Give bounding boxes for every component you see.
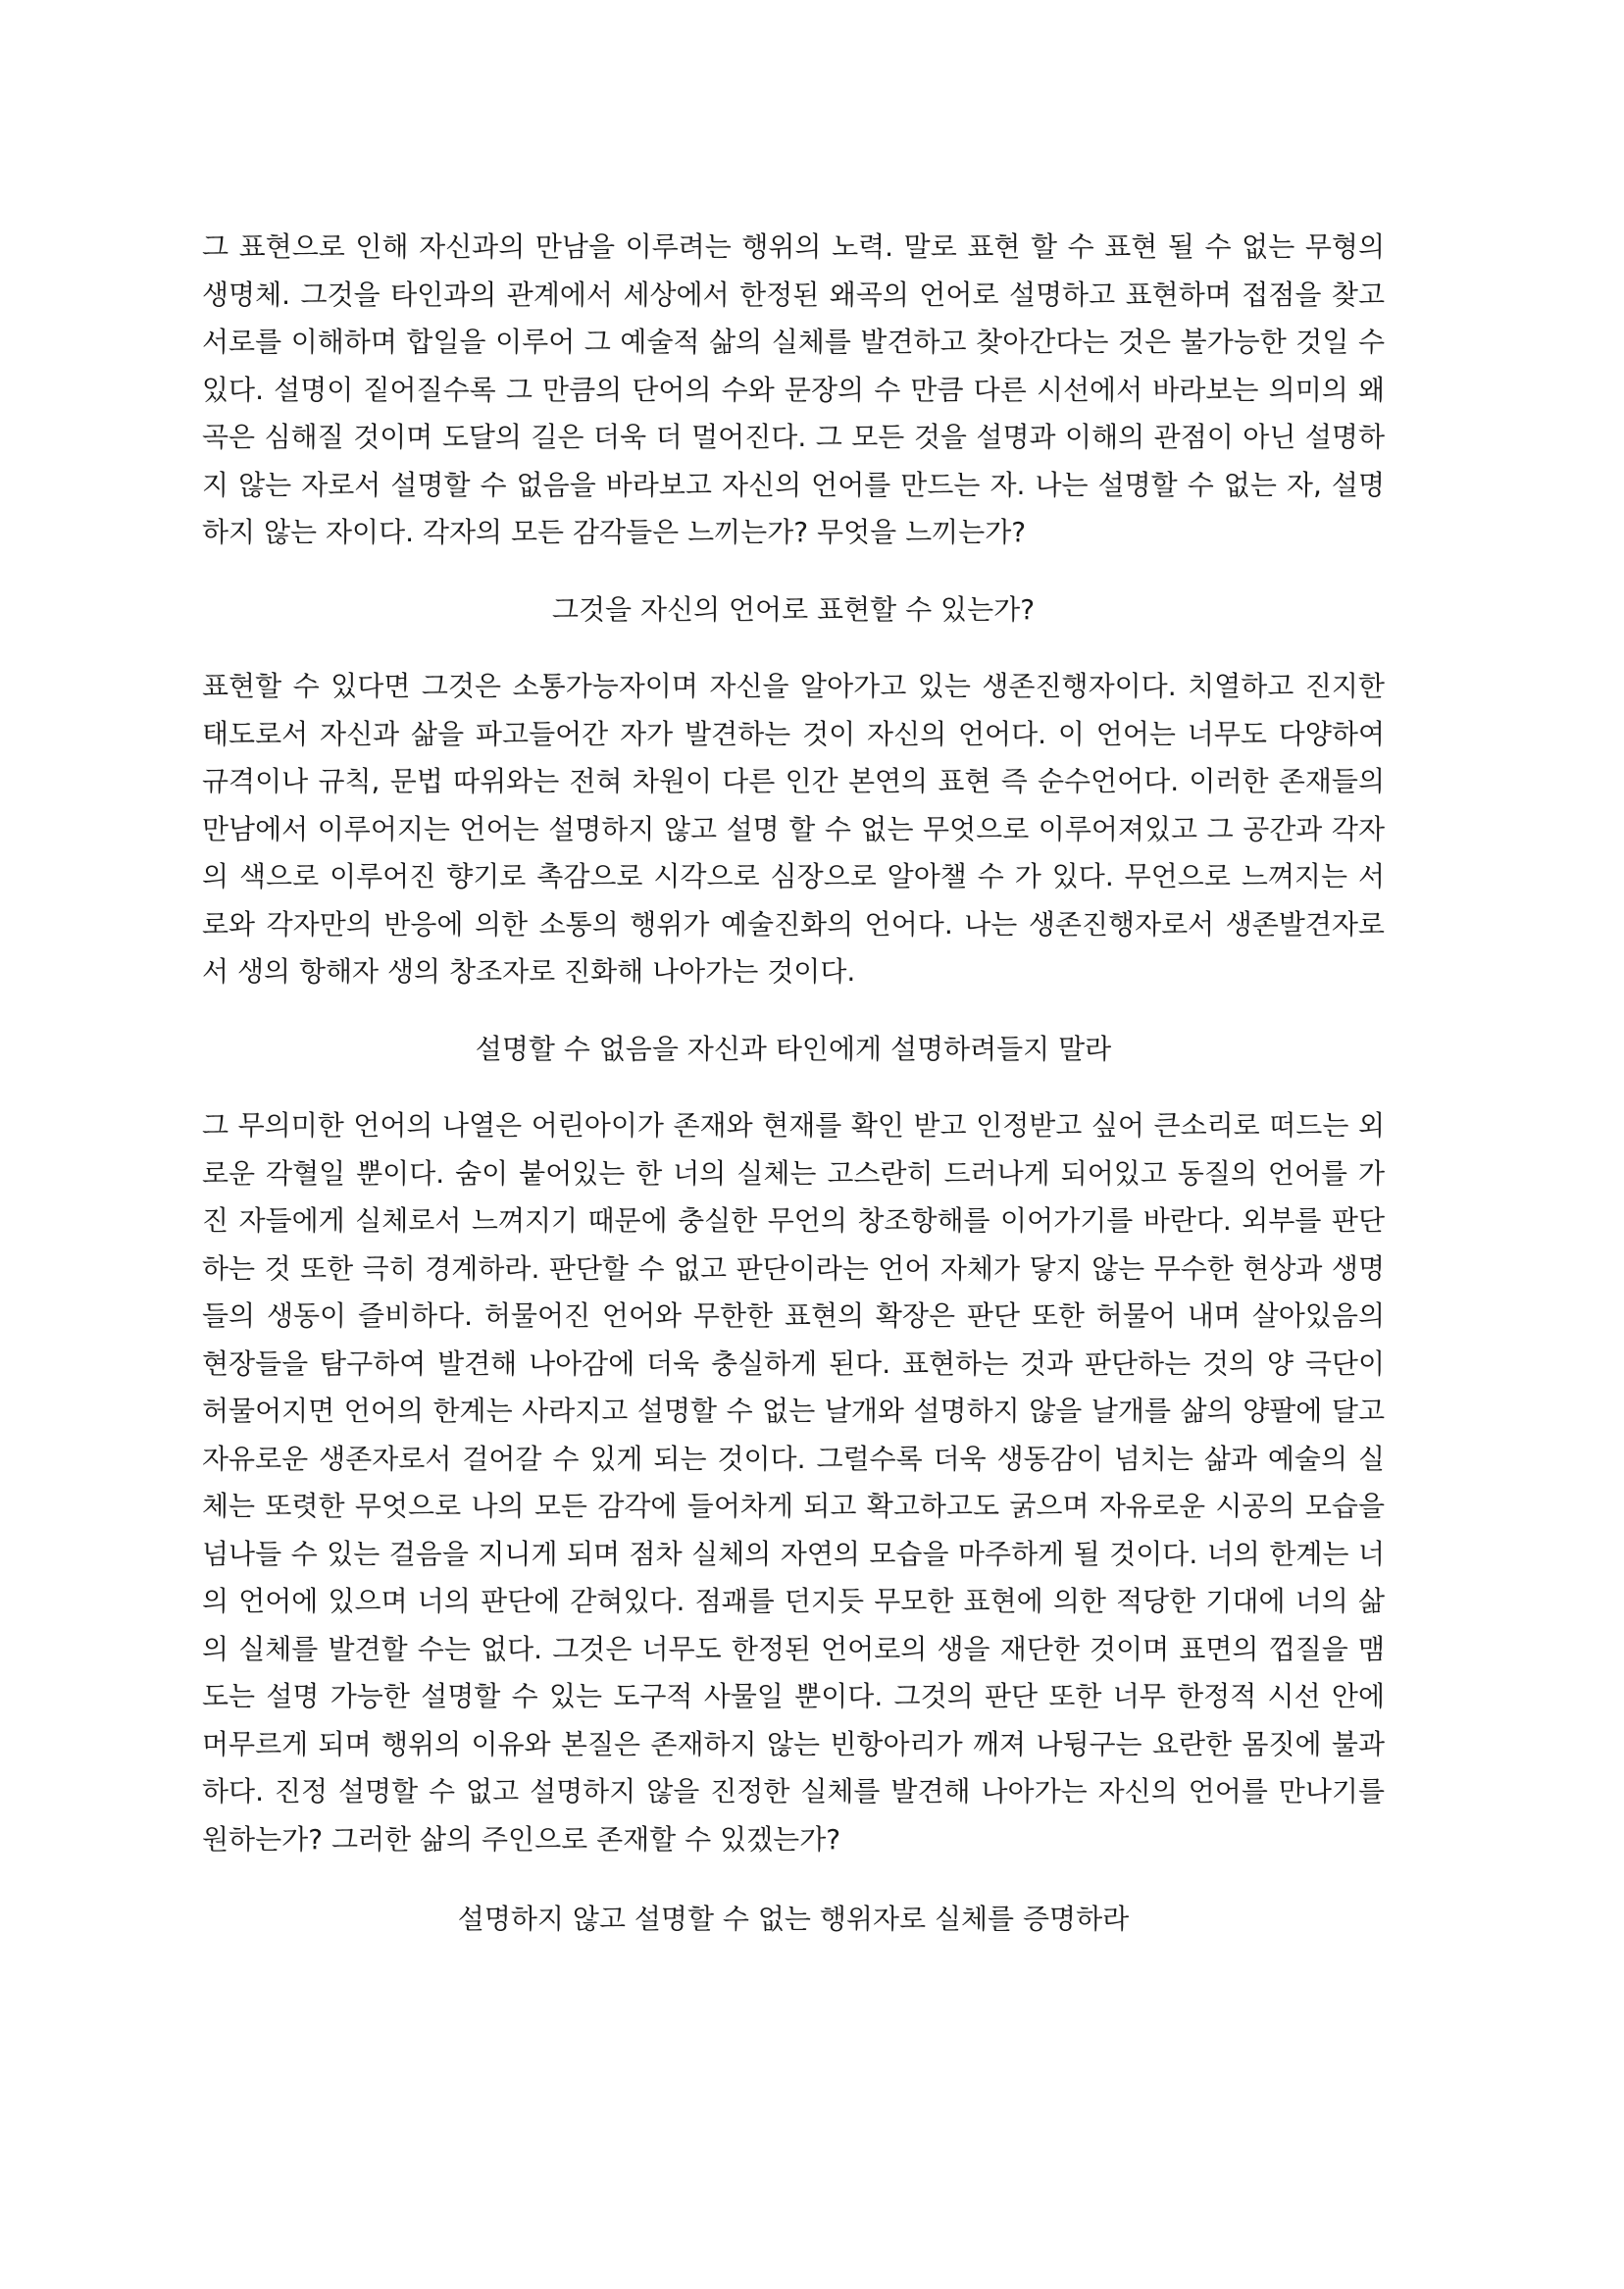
section-heading-2: 설명할 수 없음을 자신과 타인에게 설명하려들지 말라 <box>475 1032 1112 1065</box>
paragraph-3: 그 무의미한 언어의 나열은 어린아이가 존재와 현재를 확인 받고 인정받고 싶어 큰소리로 떠드는 외로운 각혈일 뿐이다. 숨이 붙어있는 한 너의 실체는 고스란히 드러나게 되어있고 동질의 언어를 가진 자들에게 실체로서 느껴지기 때문에 충실한 무언의 창조항해를 이어가기를 바란다. 외부를 판단하는 것 또한 극히 경계하라. 판단할 수 없고 판단이라는 언어 자체가 닿지 않는 무수한 현상과 생명들의 생동이 즐비하다. 허물어진 언어와 무한한 표현의 확장은 판단 또한 허물어 내며 살아있음의 현장들을 탐구하여 발견해 나아감에 더욱 충실하게 된다. 표현하는 것과 판단하는 것의 양 극단이 허물어지면 언어의 한계는 사라지고 설명할 수 없는 날개와 설명하지 않을 날개를 삶의 양팔에 달고 자유로운 생존자로서 걸어갈 수 있게 되는 것이다. 그럴수록 더욱 생동감이 넘치는 삶과 예술의 실체는 또렷한 무엇으로 나의 모든 감각에 들어차게 되고 확고하고도 굵으며 자유로운 시공의 모습을 넘나들 수 있는 걸음을 지니게 되며 점차 실체의 자연의 모습을 마주하게 될 것이다. 너의 한계는 너의 언어에 있으며 너의 판단에 갇혀있다. 점괘를 던지듯 무모한 표현에 의한 적당한 기대에 너의 삶의 실체를 발견할 수는 없다. 그것은 너무도 한정된 언어로의 생을 재단한 것이며 표면의 껍질을 맴도는 설명 가능한 설명할 수 있는 도구적 사물일 뿐이다. 그것의 판단 또한 너무 한정적 시선 안에 머무르게 되며 행위의 이유와 본질은 존재하지 않는 빈항아리가 깨져 나뒹구는 요란한 몸짓에 불과하다. 진정 설명할 수 없고 설명하지 않을 진정한 실체를 발견해 나아가는 자신의 언어를 만나기를 원하는가? 그러한 삶의 주인으로 존재할 수 있겠는가? <box>202 1109 1385 1856</box>
paragraph-2: 표현할 수 있다면 그것은 소통가능자이며 자신을 알아가고 있는 생존진행자이다. 치열하고 진지한 태도로서 자신과 삶을 파고들어간 자가 발견하는 것이 자신의 언어다. 이 언어는 너무도 다양하여 규격이나 규칙, 문법 따위와는 전혀 차원이 다른 인간 본연의 표현 즉 순수언어다. 이러한 존재들의 만남에서 이루어지는 언어는 설명하지 않고 설명 할 수 없는 무엇으로 이루어져있고 그 공간과 각자의 색으로 이루어진 향기로 촉감으로 시각으로 심장으로 알아챌 수 가 있다. 무언으로 느껴지는 서로와 각자만의 반응에 의한 소통의 행위가 예술진화의 언어다. 나는 생존진행자로서 생존발견자로서 생의 항해자 생의 창조자로 진화해 나아가는 것이다. <box>202 670 1385 988</box>
section-heading-1: 그것을 자신의 언어로 표현할 수 있는가? <box>551 592 1036 626</box>
paragraph-1: 그 표현으로 인해 자신과의 만남을 이루려는 행위의 노력. 말로 표현 할 수 표현 될 수 없는 무형의 생명체. 그것을 타인과의 관계에서 세상에서 한정된 왜곡의 언어로 설명하고 표현하며 접점을 찾고 서로를 이해하며 합일을 이루어 그 예술적 삶의 실체를 발견하고 찾아간다는 것은 불가능한 것일 수 있다. 설명이 짙어질수록 그 만큼의 단어의 수와 문장의 수 만큼 다른 시선에서 바라보는 의미의 왜곡은 심해질 것이며 도달의 길은 더욱 더 멀어진다. 그 모든 것을 설명과 이해의 관점이 아닌 설명하지 않는 자로서 설명할 수 없음을 바라보고 자신의 언어를 만드는 자. 나는 설명할 수 없는 자, 설명하지 않는 자이다. 각자의 모든 감각들은 느끼는가? 무엇을 느끼는가? <box>202 230 1385 548</box>
document-page <box>202 224 1385 1944</box>
section-heading-3: 설명하지 않고 설명할 수 없는 행위자로 실체를 증명하라 <box>457 1903 1130 1935</box>
